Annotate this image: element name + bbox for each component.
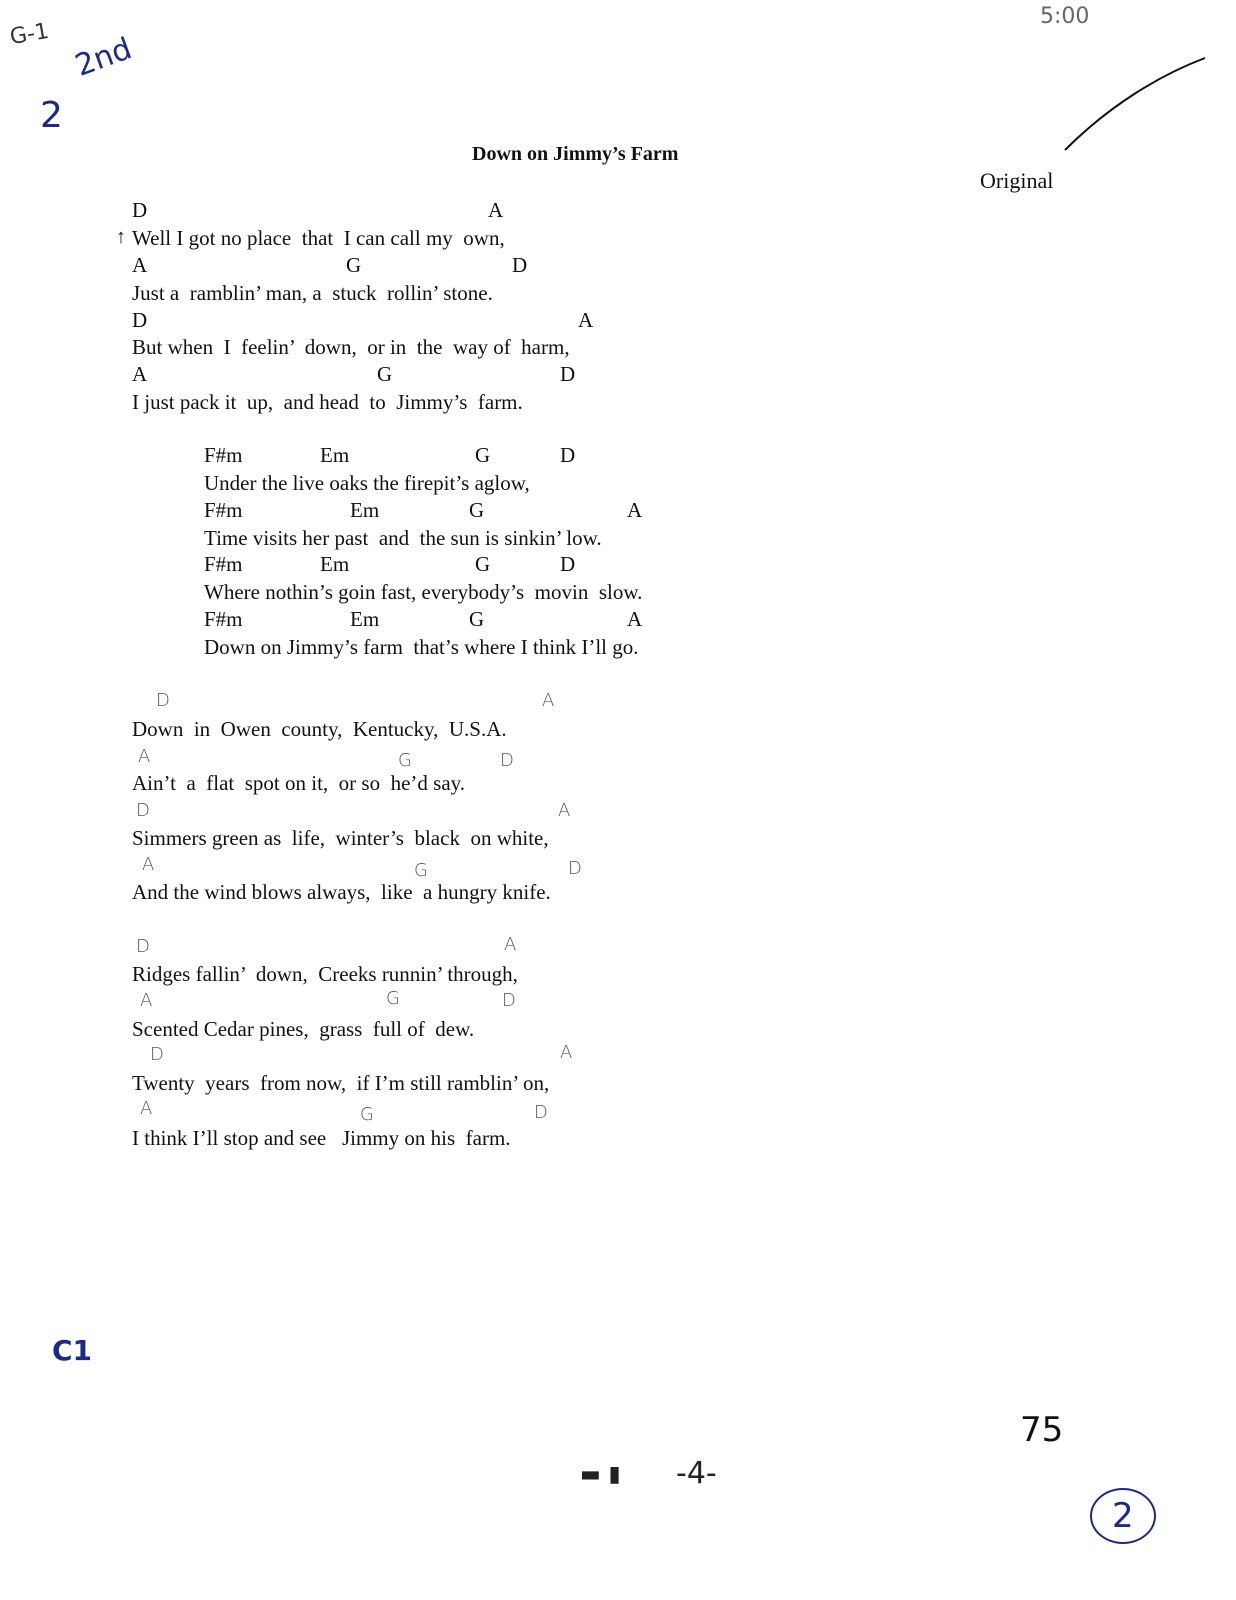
lyric-line: Simmers green as life, winter’s black on white,	[132, 826, 549, 850]
handwritten-note-a: G-1	[8, 18, 51, 51]
chord: Em	[350, 607, 380, 631]
lyric-line: Well I got no place that I can call my own,	[132, 226, 505, 250]
circled-number: 2	[1090, 1488, 1156, 1544]
handwritten-chord: G	[414, 860, 428, 881]
lyric-line: Down on Jimmy’s farm that’s where I think I’ll go.	[204, 635, 639, 659]
handwritten-chord: D	[156, 690, 170, 711]
chord: A	[132, 253, 148, 277]
handwritten-chord: D	[500, 750, 514, 771]
chord: G	[469, 607, 485, 631]
handwritten-chord: A	[542, 690, 555, 711]
chord: D	[512, 253, 528, 277]
lyric-line: Ain’t a flat spot on it, or so he’d say.	[132, 771, 466, 795]
arrow-icon: ↑	[116, 226, 126, 248]
handwritten-chord: D	[136, 800, 150, 821]
handwritten-chord: G	[398, 750, 412, 771]
chord: G	[469, 498, 485, 522]
chord: F#m	[204, 552, 243, 576]
chord: F#m	[204, 443, 243, 467]
handwritten-chord: D	[568, 858, 582, 879]
chord: Em	[350, 498, 380, 522]
original-tag: Original	[980, 168, 1054, 193]
chord: F#m	[204, 498, 243, 522]
handwritten-chord: D	[534, 1102, 548, 1123]
song-title: Down on Jimmy’s Farm	[472, 143, 679, 165]
handwritten-note-c1: C1	[52, 1334, 93, 1367]
lyric-line: Ridges fallin’ down, Creeks runnin’ through,	[132, 962, 518, 986]
handwritten-chord: D	[136, 936, 150, 957]
pen-stroke	[1060, 55, 1210, 155]
handwritten-footer: -4-	[676, 1456, 717, 1491]
lyric-line: Twenty years from now, if I’m still ramblin’ on,	[132, 1071, 550, 1095]
scribble-mark: ▬ ▮	[580, 1462, 621, 1487]
chord: F#m	[204, 607, 243, 631]
chord: G	[475, 552, 491, 576]
chord: D	[132, 308, 148, 332]
chord: A	[488, 198, 504, 222]
lyric-line: I just pack it up, and head to Jimmy’s farm.	[132, 390, 523, 414]
handwritten-chord: D	[150, 1044, 164, 1065]
chord: G	[475, 443, 491, 467]
chord: D	[560, 443, 576, 467]
handwritten-time: 5:00	[1040, 4, 1090, 29]
chord: G	[346, 253, 362, 277]
lyric-line: Scented Cedar pines, grass full of dew.	[132, 1017, 475, 1041]
lyric-line: But when I feelin’ down, or in the way of harm,	[132, 335, 570, 359]
lyric-line: Where nothin’s goin fast, everybody’s movin slow.	[204, 580, 643, 604]
lyric-line: Time visits her past and the sun is sinkin’ low.	[204, 526, 602, 550]
handwritten-chord: A	[138, 746, 151, 767]
chord: D	[560, 552, 576, 576]
chord: G	[377, 362, 393, 386]
handwritten-chord: A	[558, 800, 571, 821]
handwritten-chord: A	[140, 1098, 153, 1119]
handwritten-chord: G	[386, 988, 400, 1009]
chord: A	[578, 308, 594, 332]
lyric-line: Under the live oaks the firepit’s aglow,	[204, 471, 530, 495]
handwritten-chord: A	[140, 990, 153, 1011]
chord: Em	[320, 443, 350, 467]
chord: D	[132, 198, 148, 222]
chord: Em	[320, 552, 350, 576]
handwritten-note-c: 2	[40, 95, 63, 136]
handwritten-chord: A	[142, 854, 155, 875]
handwritten-page-number: 75	[1020, 1410, 1064, 1450]
chord: A	[132, 362, 148, 386]
chord: A	[627, 498, 643, 522]
lyric-line: Down in Owen county, Kentucky, U.S.A.	[132, 717, 507, 741]
lyric-line: And the wind blows always, like a hungry knife.	[132, 880, 551, 904]
chord: D	[560, 362, 576, 386]
handwritten-chord: A	[560, 1042, 573, 1063]
handwritten-chord: D	[502, 990, 516, 1011]
lyric-line: I think I’ll stop and see Jimmy on his farm.	[132, 1126, 511, 1150]
chord: A	[627, 607, 643, 631]
handwritten-note-b: 2nd	[70, 31, 137, 84]
handwritten-chord: G	[360, 1104, 374, 1125]
lyric-line: Just a ramblin’ man, a stuck rollin’ stone.	[132, 281, 493, 305]
handwritten-chord: A	[504, 934, 517, 955]
